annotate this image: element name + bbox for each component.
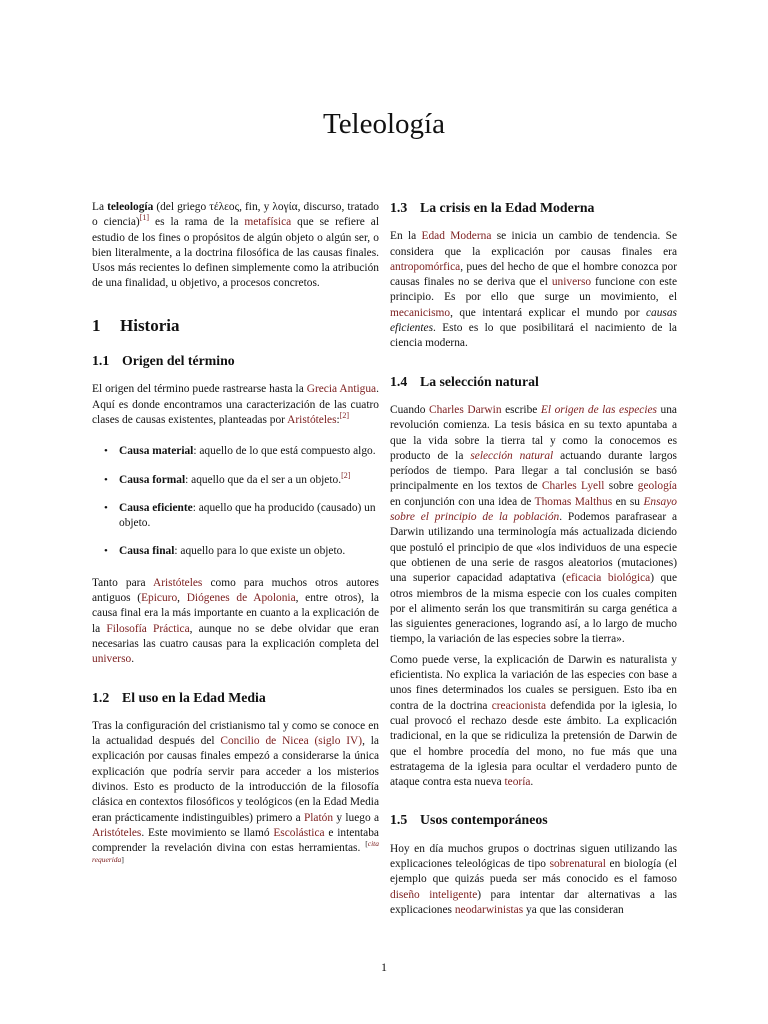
origen-paragraph: El origen del término puede rastrearse hasta la Grecia Antigua. Aquí es donde encontramos una caracterización de las cuatro clases de causas existentes, planteadas por Aristóteles:[2] (92, 383, 379, 426)
section-heading-historia: 1 Historia (92, 315, 180, 335)
link-epicuro[interactable]: Epicuro (141, 592, 178, 605)
bullet-icon: • (104, 545, 108, 558)
link-ensayo-poblacion[interactable]: Ensayo sobre el principio de la población (390, 495, 677, 524)
link-universo[interactable]: universo (551, 276, 592, 289)
page-title: Teleología (323, 108, 445, 140)
link-edad-moderna[interactable]: Edad Moderna (421, 230, 492, 243)
reference-2[interactable]: [2] (341, 470, 351, 480)
link-diseno-inteligente[interactable]: diseño inteligente (390, 888, 478, 901)
term-teleologia: teleología (107, 201, 154, 213)
list-item: • Causa formal: aquello que da el ser a un objeto.[2] (92, 473, 379, 488)
link-diogenes-de-apolonia[interactable]: Diógenes de Apolonia (186, 592, 296, 605)
link-thomas-malthus[interactable]: Thomas Malthus (534, 495, 613, 508)
link-creacionista[interactable]: creacionista (491, 699, 547, 712)
causa-final-paragraph: Tanto para Aristóteles como para muchos otros autores antiguos (Epicuro, Diógenes de Apolonia, entre otros), la causa final era la más importante en cuanto a la explicación de la Filosofía Práctica, aunque no se debe olvidar que eran necesarias las cuatro causas para la explicación completa del universo. (92, 576, 379, 666)
reference-1[interactable]: [1] (139, 213, 150, 223)
link-platon[interactable]: Platón (303, 811, 334, 824)
link-seleccion-natural[interactable]: selección natural (470, 449, 554, 462)
crisis-paragraph: En la Edad Moderna se inicia un cambio de tendencia. Se considera que la explicación por causas finales era antropomórfica, pues del hecho de que el hombre conozca por causas finales no se deriva que el universo funcione con este principio. Es por ello que surge un movimiento, el mecanicismo, que intentará explicar el mundo por causas eficientes. Esto es lo que posibilitará el nacimiento de la ciencia moderna. (390, 230, 677, 350)
list-item: • Causa material: aquello de lo que está compuesto algo. (92, 444, 379, 459)
edad-media-paragraph: Tras la configuración del cristianismo tal y como se conoce en la actualidad después del Concilio de Nicea (siglo IV), la explicación por causas finales empezó a considerarse la única explicación que podría servir para acceder a los misterios divinos. Esto es producto de la introducción de la filosofía clásica en contextos filosóficos y teológicos (en la Edad Media eran prácticamente indistinguibles) primero a Platón y luego a Aristóteles. Este movimiento se llamó Escolástica e intentaba comprender la revelación divina con estas herramientas. [cita requerida] (92, 719, 379, 864)
link-antropomorfica[interactable]: antropomórfica (390, 260, 461, 273)
link-aristoteles[interactable]: Aristóteles (92, 826, 142, 839)
link-geologia[interactable]: geología (637, 480, 677, 493)
bullet-icon: • (104, 473, 108, 486)
page-number: 1 (381, 960, 387, 974)
seleccion-paragraph: Cuando Charles Darwin escribe El origen de las especies una revolución comienza. La tesis básica en su texto apuntaba a que la vida sobre la tierra tal y como la conocemos es producto de la selección natural actuando durante largos períodos de tiempo. Para llegar a tal conclusión se basó principalmente en los textos de Charles Lyell sobre geología en conjunción con una idea de Thomas Malthus en su Ensayo sobre el principio de la población. Podemos parafrasear a Darwin utilizando una terminología más actualizada diciendo que postuló el principio de que «los individuos de una especie que obtienen de una serie de rasgos aleatorios (mutaciones) una superior capacidad adaptativa (eficacia biológica) que otros miembros de la misma especie con los cuales compiten por el alimento serán los que transmitirán su carga genética a las siguientes generaciones, logrando así, a lo largo de mucho tiempo, la variación de las especies sobre la tierra». (390, 403, 678, 646)
subsection-heading-seleccion: 1.4 La selección natural (390, 373, 539, 389)
list-item: • Causa eficiente: aquello que ha producido (causado) un objeto. (104, 501, 376, 530)
link-grecia-antigua[interactable]: Grecia Antigua (306, 383, 377, 396)
link-aristoteles[interactable]: Aristóteles (153, 576, 203, 589)
link-eficacia-biologica[interactable]: eficacia biológica (565, 572, 651, 585)
subsection-heading-usos: 1.5 Usos contemporáneos (390, 812, 548, 828)
link-concilio-de-nicea[interactable]: Concilio de Nicea (siglo IV) (220, 735, 363, 748)
causes-list (92, 444, 379, 559)
link-mecanicismo[interactable]: mecanicismo (390, 306, 451, 319)
link-universo[interactable]: universo (92, 653, 132, 666)
link-filosofia-practica[interactable]: Filosofía Práctica (106, 622, 190, 635)
darwin-explicacion-paragraph: Como puede verse, la explicación de Darwin es naturalista y eficientista. No explica la variación de las especies con base a unos fines determinados los cuales se persiguen. Esto iba en contra de la doctrina creacionista defendida por la iglesia, lo cual provocó el rechazo desde este ámbito. La explicación tradicional, en la que se ridiculiza la pretensión de Darwin de que el hombre procedía del mono, no fue más que una estratagema de la iglesia para ocultar el verdadero punto de ataque contra esta nueva teoría. (390, 653, 677, 789)
link-escolastica[interactable]: Escolástica (273, 826, 325, 839)
bullet-icon: • (104, 445, 108, 458)
link-charles-lyell[interactable]: Charles Lyell (541, 480, 605, 493)
link-metafisica[interactable]: metafísica (244, 216, 292, 229)
subsection-heading-origen: 1.1 Origen del término (92, 353, 235, 369)
bullet-icon: • (104, 501, 108, 514)
reference-2[interactable]: [2] (339, 411, 350, 421)
link-aristoteles[interactable]: Aristóteles (287, 413, 337, 426)
subsection-heading-crisis: 1.3 La crisis en la Edad Moderna (390, 200, 595, 215)
list-item: • Causa final: aquello para lo que existe un objeto. (92, 544, 379, 559)
intro-paragraph: La teleología (del griego τέλεος, fin, y λογία, discurso, tratado o ciencia)[1] es la rama de la metafísica que se refiere al estudio de los fines o propósitos de algún objeto o algún ser, o bien literalmente, a la doctrina filosófica de las causas finales. Usos más recientes lo definen simplemente como la atribución de una finalidad, u objetivo, a procesos concretos. (92, 201, 379, 290)
link-el-origen-de-las-especies[interactable]: El origen de las especies (540, 403, 657, 416)
link-neodarwinistas[interactable]: neodarwinistas (454, 903, 524, 916)
left-column (92, 200, 379, 877)
subsection-heading-edad-media: 1.2 El uso en la Edad Media (92, 689, 266, 705)
right-column (390, 200, 677, 923)
citation-needed-note[interactable]: [cita requerida] (92, 839, 379, 864)
link-teoria[interactable]: teoría (504, 776, 531, 789)
link-charles-darwin[interactable]: Charles Darwin (429, 403, 502, 416)
usos-paragraph: Hoy en día muchos grupos o doctrinas siguen utilizando las explicaciones teleológicas de tipo sobrenatural en biología (el ejemplo que quizás pueda ser más conocido es el famoso diseño inteligente) para intentar dar alternativas a las explicaciones neodarwinistas ya que las consideran (390, 842, 678, 916)
link-sobrenatural[interactable]: sobrenatural (549, 857, 606, 870)
